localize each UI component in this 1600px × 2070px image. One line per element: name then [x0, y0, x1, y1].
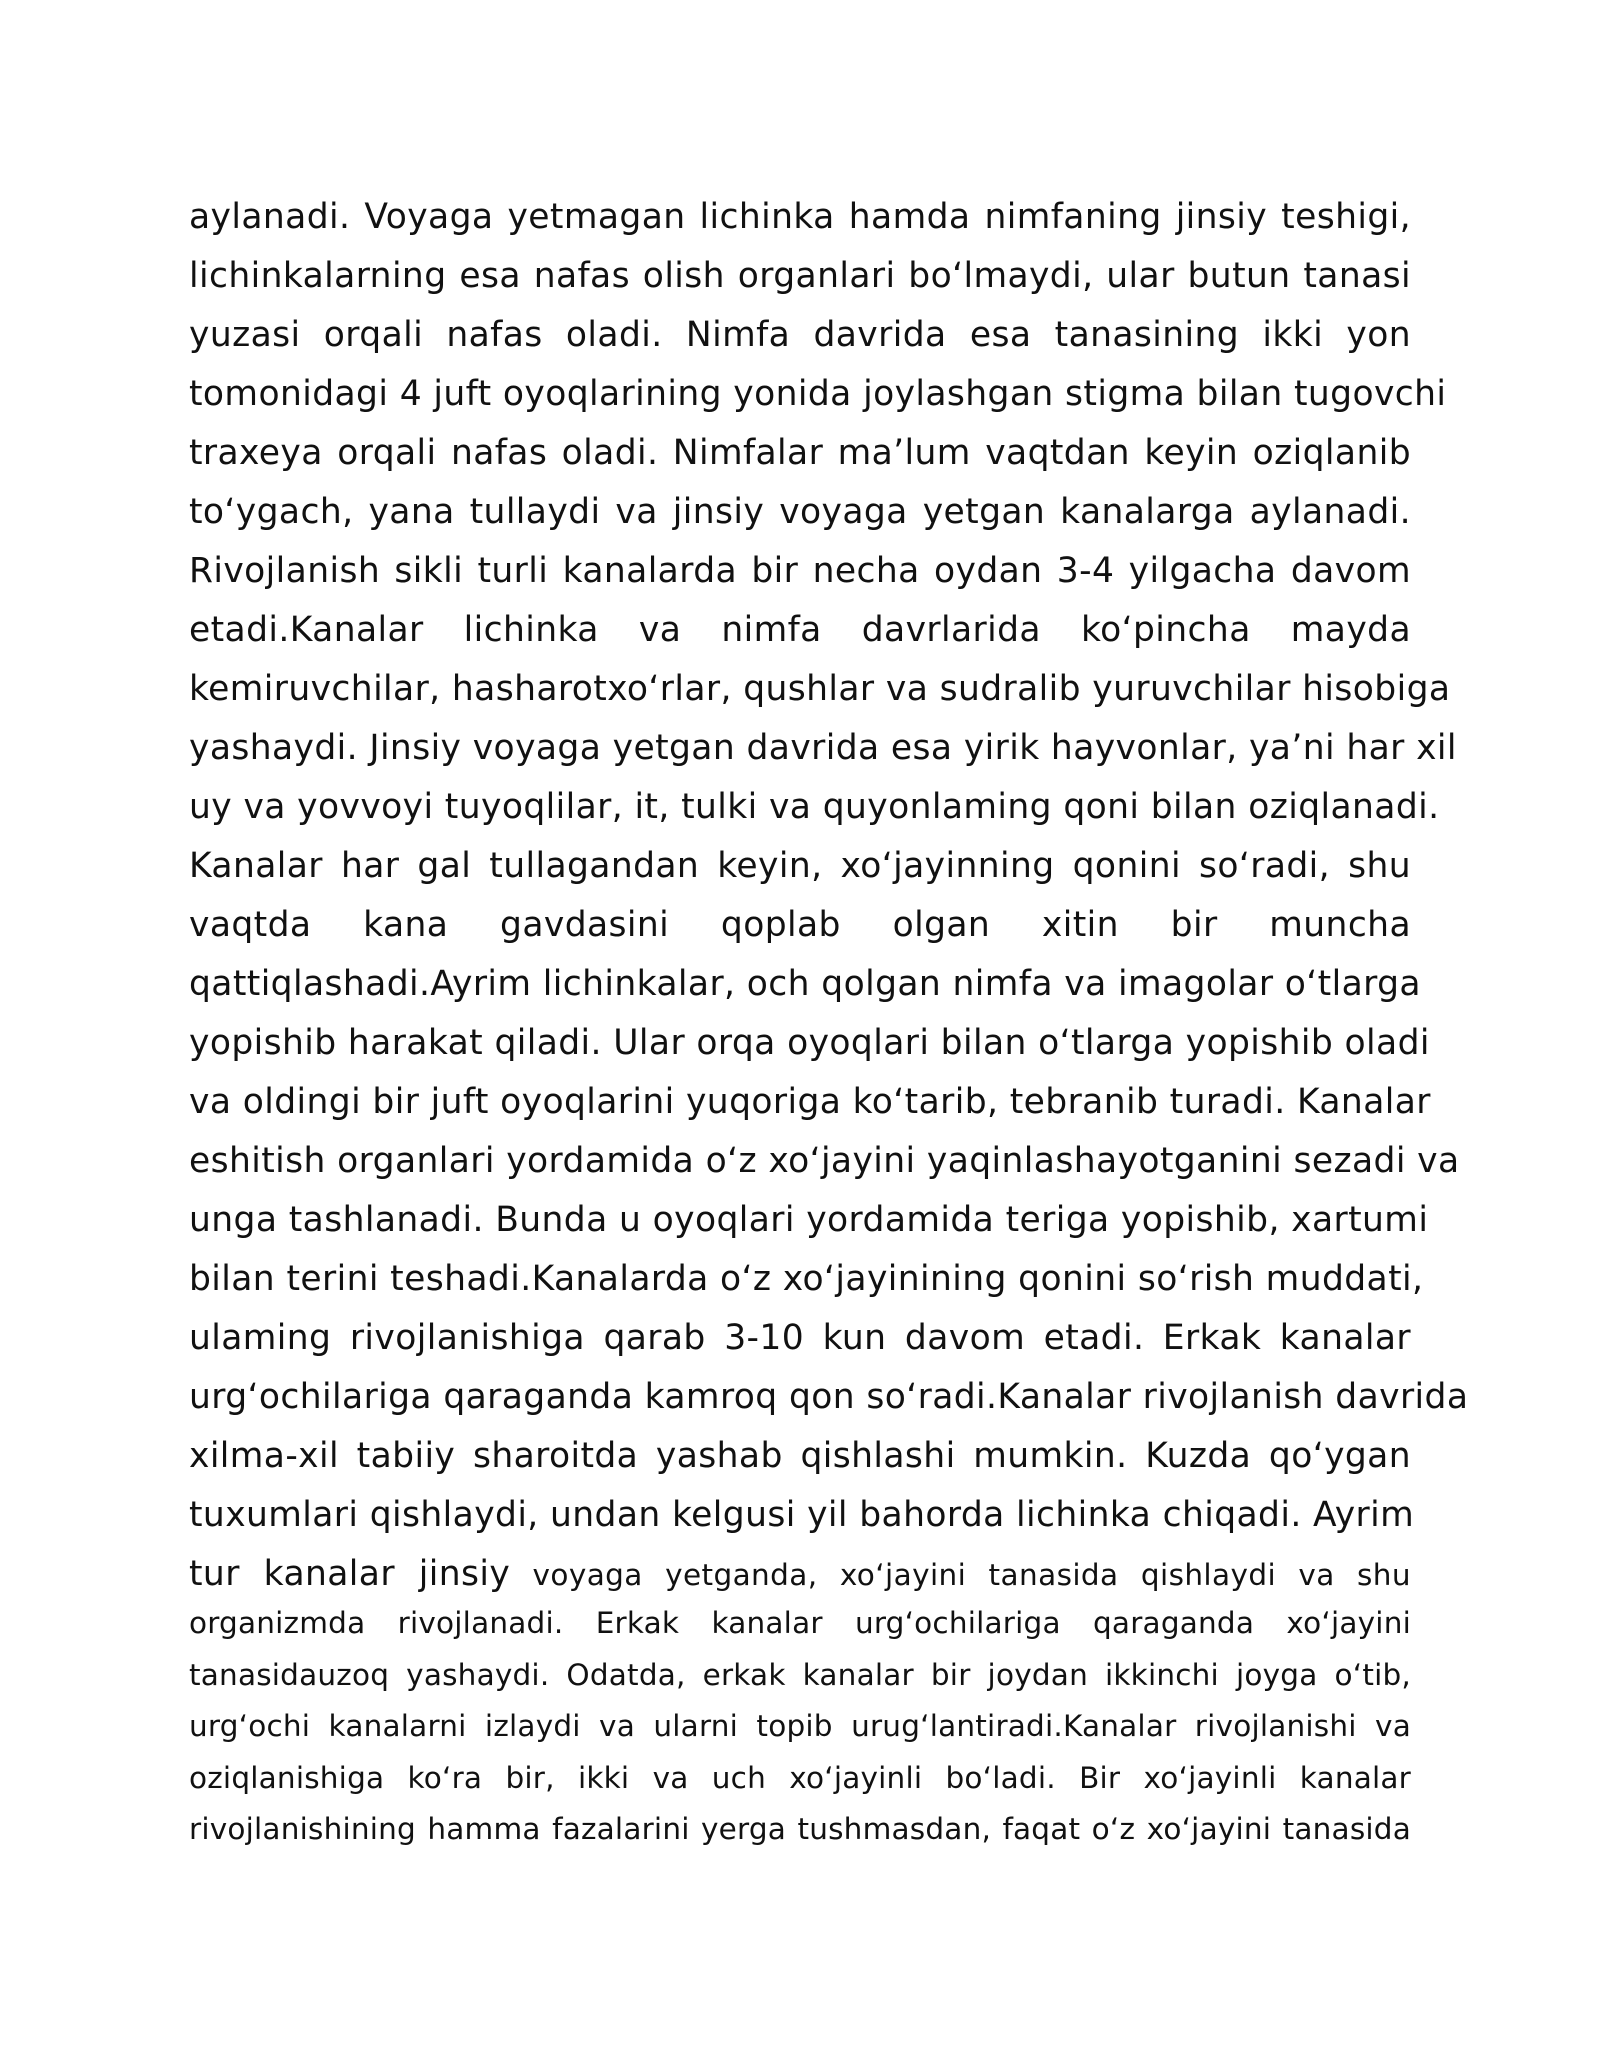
- text-line: urgʻochilariga qaraganda kamroq qon soʻradi.Kanalar rivojlanish davrida: [189, 1377, 1469, 1417]
- text-line: toʻygach, yana tullaydi va jinsiy voyaga yetgan kanalarga aylanadi.: [189, 492, 1411, 532]
- text-line: urgʻochi kanalarni izlaydi va ularni topib urugʻlantiradi.Kanalar rivojlanishi va: [189, 1709, 1411, 1743]
- text-line: yashaydi. Jinsiy voyaga yetgan davrida esa yirik hayvonlar, ya’ni har xil: [189, 728, 1457, 768]
- text-line: eshitish organlari yordamida oʻz xoʻjayini yaqinlashayotganini sezadi va: [189, 1141, 1460, 1181]
- text-line: vaqtda kana gavdasini qoplab olgan xitin bir muncha: [189, 905, 1411, 945]
- text-line: lichinkalarning esa nafas olish organlari boʻlmaydi, ular butun tanasi: [189, 256, 1411, 296]
- text-line: traxeya orqali nafas oladi. Nimfalar ma’lum vaqtdan keyin oziqlanib: [189, 433, 1411, 473]
- text-line: Rivojlanish sikli turli kanalarda bir necha oydan 3-4 yilgacha davom: [189, 551, 1411, 591]
- mixed-line-small-text: voyaga yetganda, xoʻjayini tanasida qishlaydi va shu: [510, 1558, 1411, 1592]
- text-line: uy va yovvoyi tuyoqlilar, it, tulki va quyonlaming qoni bilan oziqlanadi.: [189, 787, 1440, 827]
- main-paragraph: [189, 188, 1469, 1604]
- small-paragraph: [189, 1598, 1411, 1856]
- mixed-line-large-text: tur kanalar jinsiy: [189, 1554, 511, 1594]
- text-line: yuzasi orqali nafas oladi. Nimfa davrida esa tanasining ikki yon: [189, 315, 1411, 355]
- text-line: organizmda rivojlanadi. Erkak kanalar urgʻochilariga qaraganda xoʻjayini: [189, 1606, 1411, 1640]
- text-line: tuxumlari qishlaydi, undan kelgusi yil bahorda lichinka chiqadi. Ayrim: [189, 1495, 1415, 1535]
- text-line: Kanalar har gal tullagandan keyin, xoʻjayinning qonini soʻradi, shu: [189, 846, 1411, 886]
- text-line: unga tashlanadi. Bunda u oyoqlari yordamida teriga yopishib, xartumi: [189, 1200, 1429, 1240]
- text-line: kemiruvchilar, hasharotxoʻrlar, qushlar va sudralib yuruvchilar hisobiga: [189, 669, 1451, 709]
- text-line: qattiqlashadi.Ayrim lichinkalar, och qolgan nimfa va imagolar oʻtlarga: [189, 964, 1421, 1004]
- text-line: oziqlanishiga koʻra bir, ikki va uch xoʻjayinli boʻladi. Bir xoʻjayinli kanalar: [189, 1760, 1411, 1795]
- text-line: rivojlanishining hamma fazalarini yerga tushmasdan, faqat oʻz xoʻjayini tanasida: [189, 1812, 1411, 1846]
- text-line: tomonidagi 4 juft oyoqlarining yonida joylashgan stigma bilan tugovchi: [189, 374, 1447, 414]
- text-line: yopishib harakat qiladi. Ular orqa oyoqlari bilan oʻtlarga yopishib oladi: [189, 1023, 1430, 1063]
- text-line: bilan terini teshadi.Kanalarda oʻz xoʻjayinining qonini soʻrish muddati,: [189, 1259, 1424, 1299]
- text-line: xilma-xil tabiiy sharoitda yashab qishlashi mumkin. Kuzda qoʻygan: [189, 1436, 1411, 1476]
- text-line: aylanadi. Voyaga yetmagan lichinka hamda nimfaning jinsiy teshigi,: [189, 197, 1411, 237]
- text-line: tanasidauzoq yashaydi. Odatda, erkak kanalar bir joydan ikkinchi joyga oʻtib,: [189, 1657, 1411, 1692]
- text-line: etadi.Kanalar lichinka va nimfa davrlarida koʻpincha mayda: [189, 610, 1411, 650]
- text-line: ulaming rivojlanishiga qarab 3-10 kun davom etadi. Erkak kanalar: [189, 1318, 1411, 1358]
- mixed-size-line: [189, 1545, 1411, 1604]
- text-line: va oldingi bir juft oyoqlarini yuqoriga koʻtarib, tebranib turadi. Kanalar: [189, 1082, 1431, 1122]
